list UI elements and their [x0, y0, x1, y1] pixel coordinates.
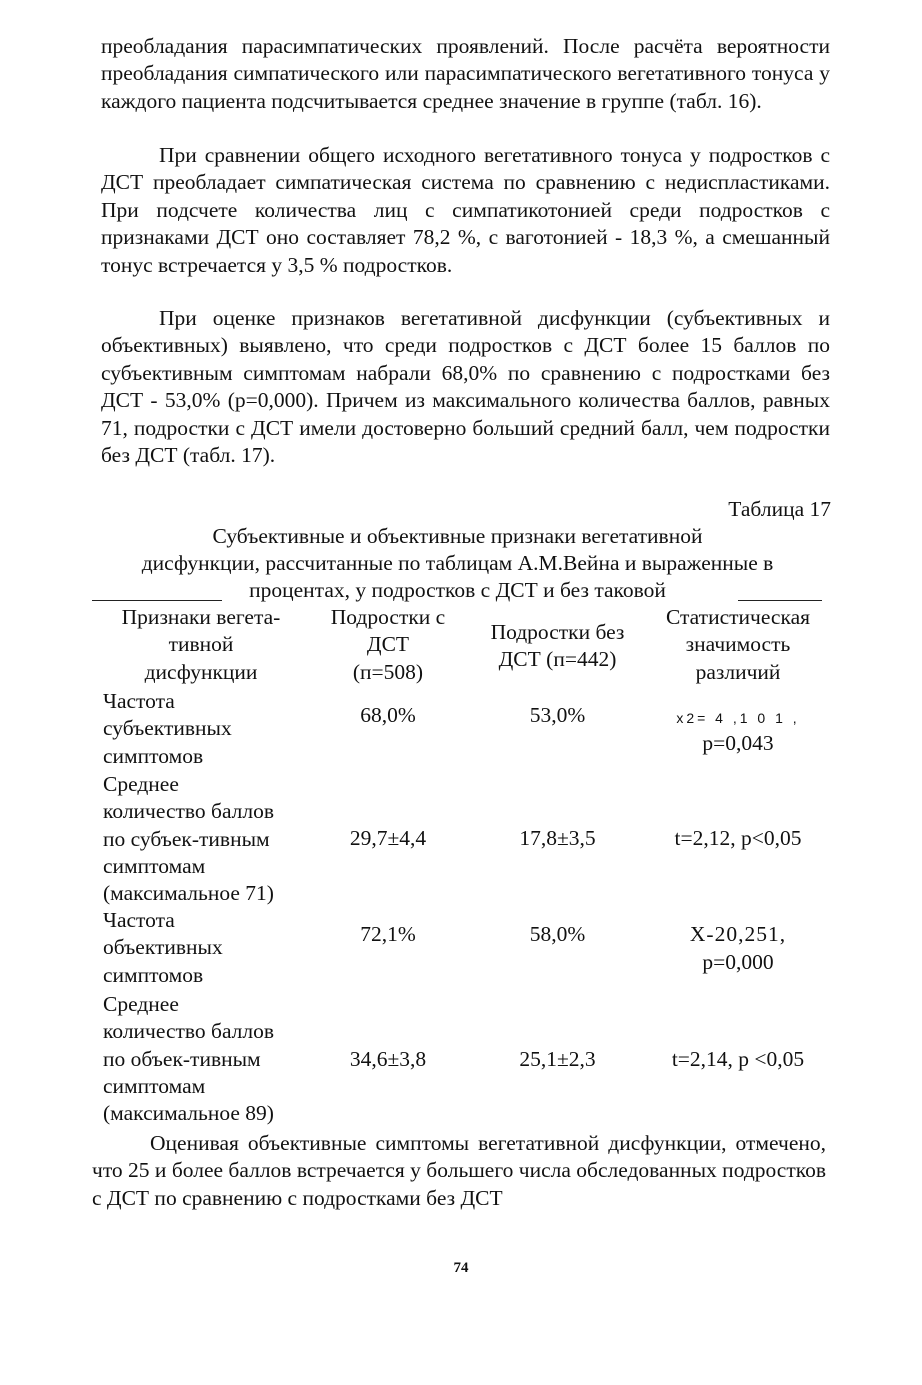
header-with-dst-line: Подростки с	[330, 605, 446, 629]
header-signs-line: Признаки вегета-	[121, 605, 281, 629]
row-label-line: симптомам	[103, 1073, 206, 1098]
table-cell-significance: t=2,14, p <0,05	[671, 1047, 805, 1071]
header-significance-line: Статистическая	[665, 605, 811, 629]
paragraph-3: При оценке признаков вегетативной дисфункции (субъективных и объективных) выявлено, что среди подростков с ДСТ более 15 баллов по субъективным симптомам набрали 68,0% по сравнению с подростками без ДСТ - 53,0% (р=0,000). Причем из максимального количества баллов, равных 71, подростки с ДСТ имели достоверно больший средний балл, чем подростки без ДСТ (табл. 17).	[101, 306, 830, 468]
row-label-line: симптомов	[103, 743, 204, 768]
header-with-dst	[303, 604, 473, 686]
header-without-dst-line: ДСТ (п=442)	[498, 647, 617, 672]
table-cell-no-dst: 58,0%	[529, 922, 586, 946]
row-label-line: по объек-тивным	[103, 1046, 261, 1071]
table-row-label	[103, 771, 308, 907]
row-label-line: количество баллов	[103, 1019, 275, 1044]
caption-line-1: Субъективные и объективные признаки вегетативной	[212, 524, 703, 548]
row-label-line: Среднее	[103, 992, 179, 1016]
row-label-line: симптомам	[103, 853, 206, 878]
row-label-line: (максимальное 71)	[103, 881, 274, 906]
caption-rule-right	[738, 600, 822, 601]
header-without-dst-line: Подростки без	[490, 620, 625, 644]
row-label-line: симптомов	[103, 962, 204, 987]
row-label-line: Частота	[103, 689, 175, 713]
table-cell-dst: 72,1%	[360, 922, 416, 946]
header-with-dst-line: ДСТ	[366, 632, 410, 657]
table-cell-significance: t=2,12, p<0,05	[674, 826, 802, 850]
table-cell-no-dst: 53,0%	[529, 703, 586, 727]
table-row-label	[103, 688, 308, 770]
row-label-line: Частота	[103, 908, 175, 932]
caption-line-3: процентах, у подростков с ДСТ и без таковой	[249, 578, 666, 602]
row-label-line: объективных	[103, 935, 223, 960]
paragraph-4: Оценивая объективные симптомы вегетативной дисфункции, отмечено, что 25 и более баллов встречается у большего числа обследованных подростков с ДСТ по сравнению с подростками без ДСТ	[92, 1131, 826, 1210]
table-cell-dst: 34,6±3,8	[349, 1047, 427, 1071]
table-row-label	[103, 907, 308, 989]
header-significance	[646, 604, 830, 686]
row-label-line: Среднее	[103, 772, 179, 796]
table-number: Таблица 17	[728, 497, 831, 521]
header-significance-line: различий	[695, 659, 781, 684]
table-cell-dst: 68,0%	[360, 703, 416, 727]
paragraph-1: преобладания парасимпатических проявлений. После расчёта вероятности преобладания симпатического или парасимпатического вегетативного тонуса у каждого пациента подсчитывается среднее значение в группе (табл. 16).	[101, 34, 830, 113]
table-cell-significance: х2= 4 ,1 0 1 ,	[676, 710, 800, 726]
row-label-line: количество баллов	[103, 799, 275, 824]
table-caption	[90, 523, 825, 604]
header-signs-line: дисфункции	[144, 659, 258, 684]
caption-rule-left	[92, 600, 222, 601]
header-significance-line: значимость	[685, 632, 791, 657]
caption-line-2: дисфункции, рассчитанные по таблицам А.М.Вейна и выраженные в	[141, 551, 774, 575]
table-cell-dst: 29,7±4,4	[349, 826, 427, 850]
header-signs-line: тивной	[168, 632, 234, 657]
table-row-label	[103, 991, 308, 1127]
table-cell-no-dst: 25,1±2,3	[519, 1047, 596, 1071]
row-label-line: (максимальное 89)	[103, 1101, 274, 1126]
header-without-dst	[470, 619, 645, 674]
row-label-line: субъективных	[103, 716, 232, 741]
row-label-line: по субъек-тивным	[103, 826, 270, 851]
header-with-dst-line: (п=508)	[352, 659, 424, 684]
table-cell-significance: р=0,043	[702, 731, 774, 755]
paragraph-2: При сравнении общего исходного вегетативного тонуса у подростков с ДСТ преобладает симпатическая система по сравнению с недиспластиками. При подсчете количества лиц с симпатикотонией среди подростков с признаками ДСТ оно составляет 78,2 %, с ваготонией - 18,3 %, а смешанный тонус встречается у 3,5 % подростков.	[101, 143, 830, 277]
page-number: 74	[453, 1260, 469, 1276]
table-cell-significance: Х-20,251,	[689, 922, 787, 946]
header-signs	[92, 604, 310, 686]
table-cell-significance: р=0,000	[702, 950, 774, 974]
table-cell-no-dst: 17,8±3,5	[519, 826, 596, 850]
